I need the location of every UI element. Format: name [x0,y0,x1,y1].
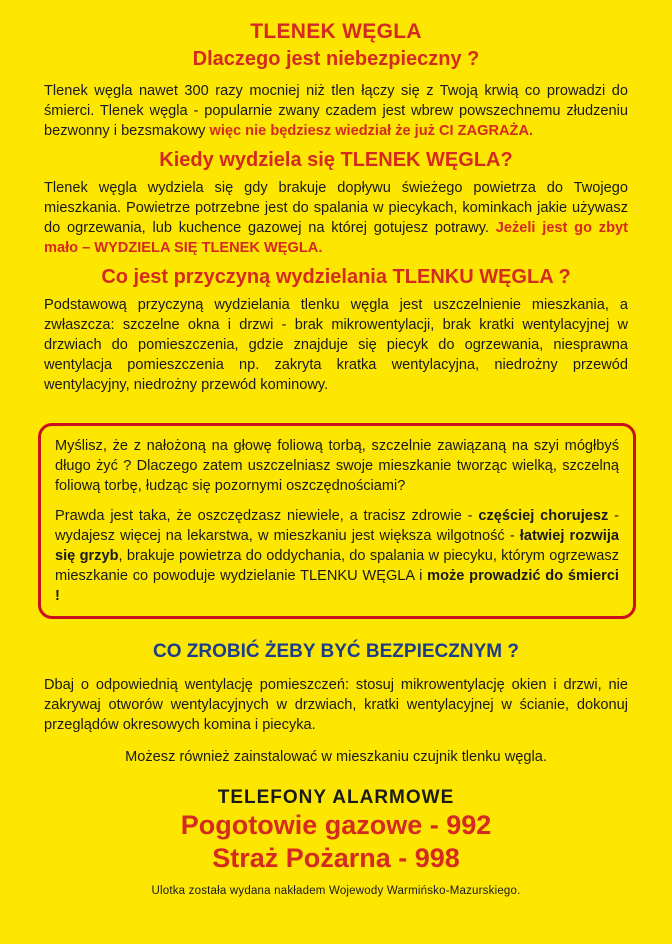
intro-warning: więc nie będziesz wiedział że już CI ZAGRAŻA. [209,123,534,139]
phones-title: TELEFONY ALARMOWE [217,787,455,808]
footer-note: Ulotka została wydana nakładem Wojewody Warmińsko-Mazurskiego. [151,885,521,897]
when-heading: Kiedy wydziela się TLENEK WĘGLA? [159,149,513,171]
box-p2-b: częściej chorujesz [478,508,609,524]
cause-heading: Co jest przyczyną wydzielania TLENKU WĘGLA ? [101,266,571,288]
intro-paragraph [44,81,628,141]
main-subtitle: Dlaczego jest niebezpieczny ? [192,48,480,70]
box-p2-a: Prawda jest taka, że oszczędzasz niewiele, a tracisz zdrowie - [55,508,479,524]
box-p2-d: łatwiej rozwija się grzyb [55,528,619,564]
box-p2-e: , brakuje powietrza do oddychania, do spalania w piecyku, którym ogrzewasz mieszkanie co powoduje wydzielanie TLENKU WĘGLA i [55,548,619,584]
detector-paragraph: Możesz również zainstalować w mieszkaniu czujnik tlenku węgla. [125,749,547,765]
phone-gas: Pogotowie gazowe - 992 [180,810,492,840]
when-warning: Jeżeli jest go zbyt mało – WYDZIELA SIĘ TLENEK WĘGLA. [44,220,628,256]
phone-fire: Straż Pożarna - 998 [212,843,460,873]
when-text: Tlenek węgla wydziela się gdy brakuje dopływu świeżego powietrza do Twojego mieszkania. Powietrze potrzebne jest do spalania w piecykach, kominkach jakie używasz do ogrzewania, lub kuchence gazowej na której gotujesz potrawy. [44,180,628,236]
when-paragraph [44,178,628,258]
cause-paragraph: Podstawową przyczyną wydzielania tlenku węgla jest uszczelnienie mieszkania, a zwłaszcza: szczelne okna i drzwi - brak mikrowentylacji, brak kratki wentylacyjnej w drzwiach do pomieszczenia, gdzie znajduje się piecyk do ogrzewania, niesprawna wentylacja pomieszczenia np. zakryta kratka wentylacyjna, niedrożny przewód wentylacyjny, niedrożny przewód kominowy. [44,297,628,393]
main-title: TLENEK WĘGLA [250,20,422,43]
box-p2-c: - wydajesz więcej na lekarstwa, w mieszkaniu jest większa wilgotność - [55,508,620,544]
safe-heading: CO ZROBIĆ ŻEBY BYĆ BEZPIECZNYM ? [153,641,519,662]
intro-text: Tlenek węgla nawet 300 razy mocniej niż tlen łączy się z Twoją krwią co prowadzi do śmierci. Tlenek węgla - popularnie zwany czadem jest wbrew powszechnemu złudzeniu bezwonny i bezsmakowy [44,83,628,139]
box-paragraph-2 [55,506,619,606]
safe-paragraph: Dbaj o odpowiednią wentylację pomieszczeń: stosuj mikrowentylację okien i drzwi, nie zakrywaj otworów wentylacyjnych w drzwiach, kratki wentylacyjnej w ścianie, dokonuj przeglądów okresowych komina i piecyka. [44,677,628,733]
box-paragraph-1: Myślisz, że z nałożoną na głowę foliową torbą, szczelnie zawiązaną na szyi mógłbyś długo żyć ? Dlaczego zatem uszczelniasz swoje mieszkanie tworząc wielką, szczelną foliową torbę, łudząc się pozornymi oszczędnościami? [55,438,619,494]
warning-box [38,423,636,619]
box-p2-f: może prowadzić do śmierci ! [55,568,619,604]
